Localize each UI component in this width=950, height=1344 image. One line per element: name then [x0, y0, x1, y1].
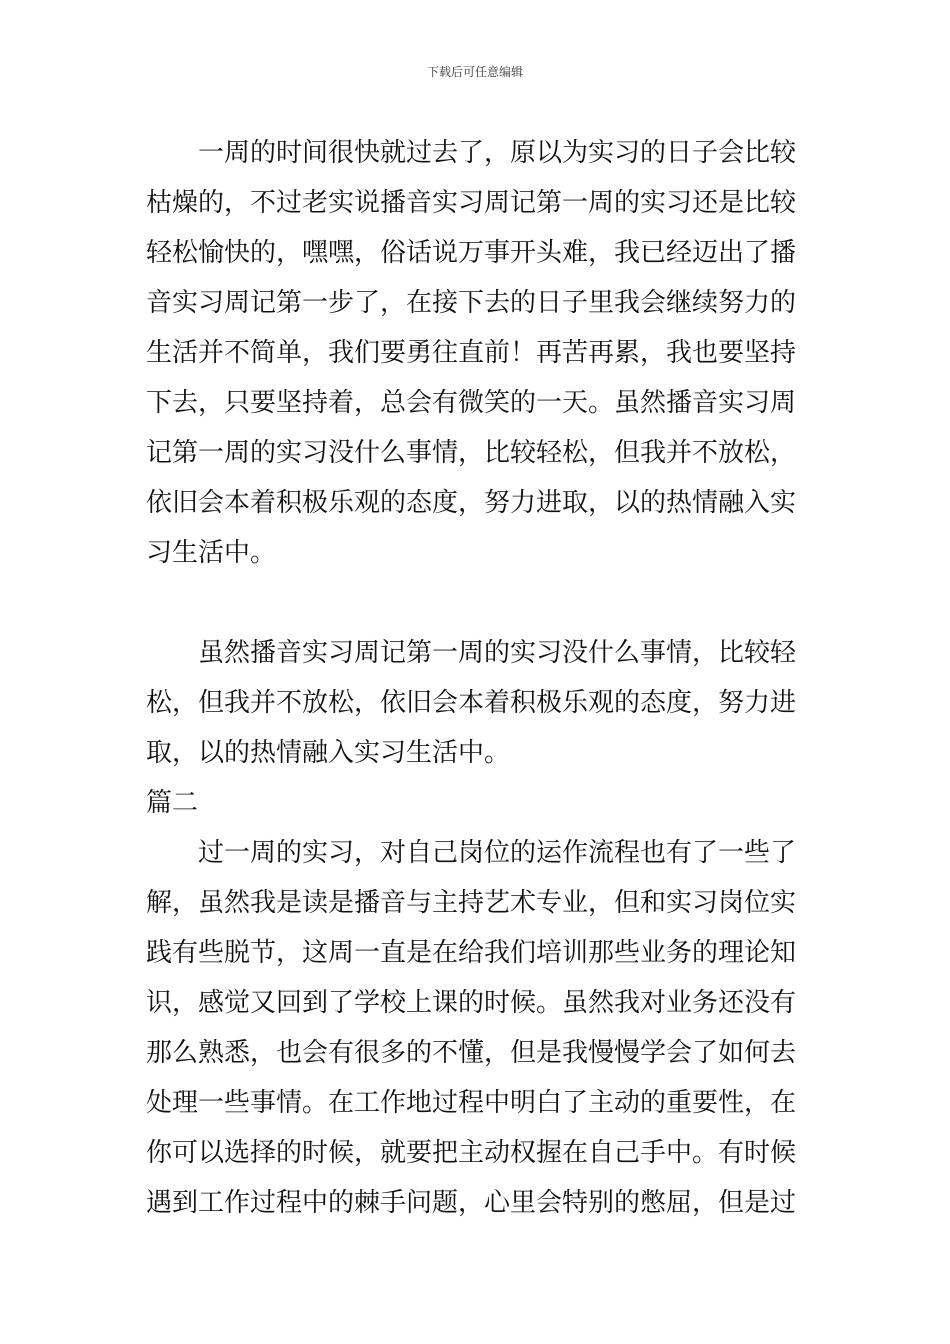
text-line: 记第一周的实习没什么事情，比较轻松，但我并不放松，	[146, 438, 797, 468]
text-line: 解，虽然我是读是播音与主持艺术专业，但和实习岗位实	[146, 888, 797, 918]
text-line: 识，感觉又回到了学校上课的时候。虽然我对业务还没有	[146, 988, 797, 1018]
text-line: 践有些脱节，这周一直是在给我们培训那些业务的理论知	[146, 938, 797, 968]
text-line: 那么熟悉，也会有很多的不懂，但是我慢慢学会了如何去	[146, 1038, 797, 1068]
text-line: 音实习周记第一步了，在接下去的日子里我会继续努力的	[146, 288, 797, 318]
text-line: 轻松愉快的，嘿嘿，俗话说万事开头难，我已经迈出了播	[146, 238, 797, 268]
text-line: 你可以选择的时候，就要把主动权握在自己手中。有时候	[146, 1138, 797, 1168]
paragraph-2	[146, 628, 811, 778]
text-line: 生活并不简单，我们要勇往直前！再苦再累，我也要坚持	[146, 338, 797, 368]
paragraph-1	[146, 128, 811, 578]
text-line: 一周的时间很快就过去了，原以为实习的日子会比较	[198, 138, 797, 168]
text-line: 习生活中。	[146, 538, 277, 568]
text-line: 取，以的热情融入实习生活中。	[146, 738, 511, 768]
text-line: 松，但我并不放松，依旧会本着积极乐观的态度，努力进	[146, 688, 797, 718]
text-line: 下去，只要坚持着，总会有微笑的一天。虽然播音实习周	[146, 388, 797, 418]
blank-line	[146, 578, 811, 628]
text-line: 枯燥的，不过老实说播音实习周记第一周的实习还是比较	[146, 188, 797, 218]
text-line: 虽然播音实习周记第一周的实习没什么事情，比较轻	[198, 638, 797, 668]
document-body	[146, 128, 811, 1228]
text-line: 过一周的实习，对自己岗位的运作流程也有了一些了	[198, 838, 797, 868]
paragraph-3	[146, 828, 811, 1228]
section-heading: 篇二	[146, 788, 199, 818]
page-header: 下载后可任意编辑	[426, 65, 523, 79]
text-line: 处理一些事情。在工作地过程中明白了主动的重要性，在	[146, 1088, 797, 1118]
text-line: 遇到工作过程中的棘手问题，心里会特别的憋屈，但是过	[146, 1188, 797, 1218]
text-line: 依旧会本着积极乐观的态度，努力进取，以的热情融入实	[146, 488, 797, 518]
